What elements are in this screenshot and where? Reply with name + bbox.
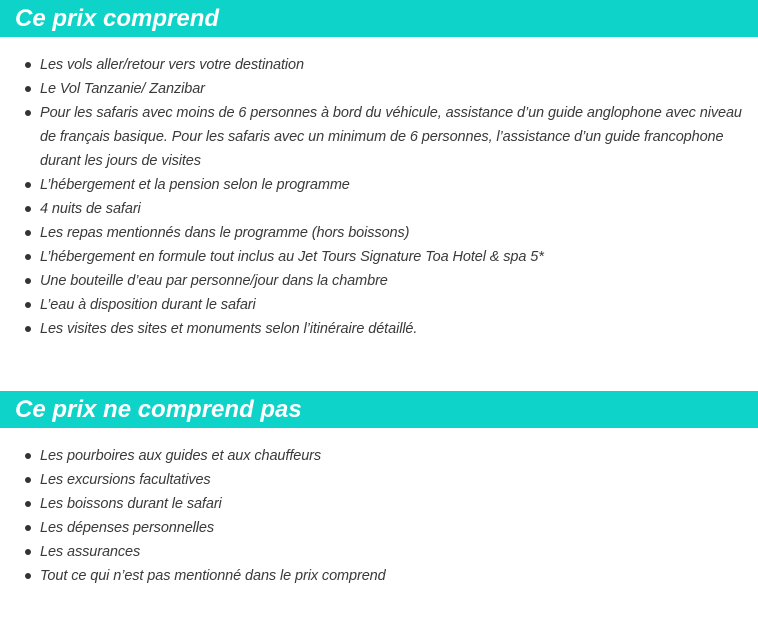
bullet-icon [25,278,31,284]
list-item [0,492,758,516]
list-item-text: Les dépenses personnelles [40,520,215,536]
bullet-icon [25,206,31,212]
bullet-icon [25,453,31,459]
bullet-icon [25,86,31,92]
list-item [0,293,758,317]
list-item [0,468,758,492]
bullet-icon [25,62,31,68]
bullet-icon [25,254,31,260]
list-item-text: Les excursions facultatives [40,472,211,488]
list-item [0,77,758,101]
list-item-text: Tout ce qui n’est pas mentionné dans le prix comprend [40,568,386,584]
bullet-icon [25,477,31,483]
list-item [0,173,758,197]
bullet-icon [25,182,31,188]
list-item [0,540,758,564]
bullet-icon [25,549,31,555]
price-includes-title: Ce prix comprend [15,5,220,32]
price-includes-header [0,0,758,37]
list-item [0,197,758,221]
list-item [0,245,758,269]
list-item-text: Pour les safaris avec moins de 6 personnes à bord du véhicule, assistance d’un guide anglophone avec niveau de français basique. Pour les safaris avec un minimum de 6 personnes, l’assistance d’un guide francophone durant les jours de visites [40,105,742,169]
list-item-text: Les boissons durant le safari [40,496,222,512]
list-item [0,444,758,468]
list-item-text: 4 nuits de safari [40,201,141,217]
bullet-icon [25,326,31,332]
list-item-text: Les vols aller/retour vers votre destination [40,57,304,73]
list-item [0,221,758,245]
list-item [0,317,758,341]
price-excludes-section [0,391,758,584]
list-item [0,564,758,588]
list-item-text: Les visites des sites et monuments selon l’itinéraire détaillé. [40,321,418,337]
price-excludes-list [0,444,758,588]
list-item [0,269,758,293]
list-item-text: Le Vol Tanzanie/ Zanzibar [40,81,205,97]
list-item-text: L’hébergement en formule tout inclus au Jet Tours Signature Toa Hotel & spa 5* [40,249,544,265]
bullet-icon [25,302,31,308]
price-excludes-title: Ce prix ne comprend pas [15,396,302,423]
list-item-text: Les repas mentionnés dans le programme (hors boissons) [40,225,410,241]
list-item-text: Les pourboires aux guides et aux chauffeurs [40,448,322,464]
list-item [0,516,758,540]
bullet-icon [25,525,31,531]
list-item-text: Les assurances [40,544,141,560]
list-item-text: L’hébergement et la pension selon le programme [40,177,350,193]
list-item-text: L’eau à disposition durant le safari [40,297,256,313]
list-item [0,53,758,77]
list-item [0,101,758,173]
bullet-icon [25,573,31,579]
price-excludes-header [0,391,758,428]
list-item-text: Une bouteille d’eau par personne/jour dans la chambre [40,273,388,289]
bullet-icon [25,230,31,236]
bullet-icon [25,110,31,116]
bullet-icon [25,501,31,507]
price-includes-list [0,53,758,341]
